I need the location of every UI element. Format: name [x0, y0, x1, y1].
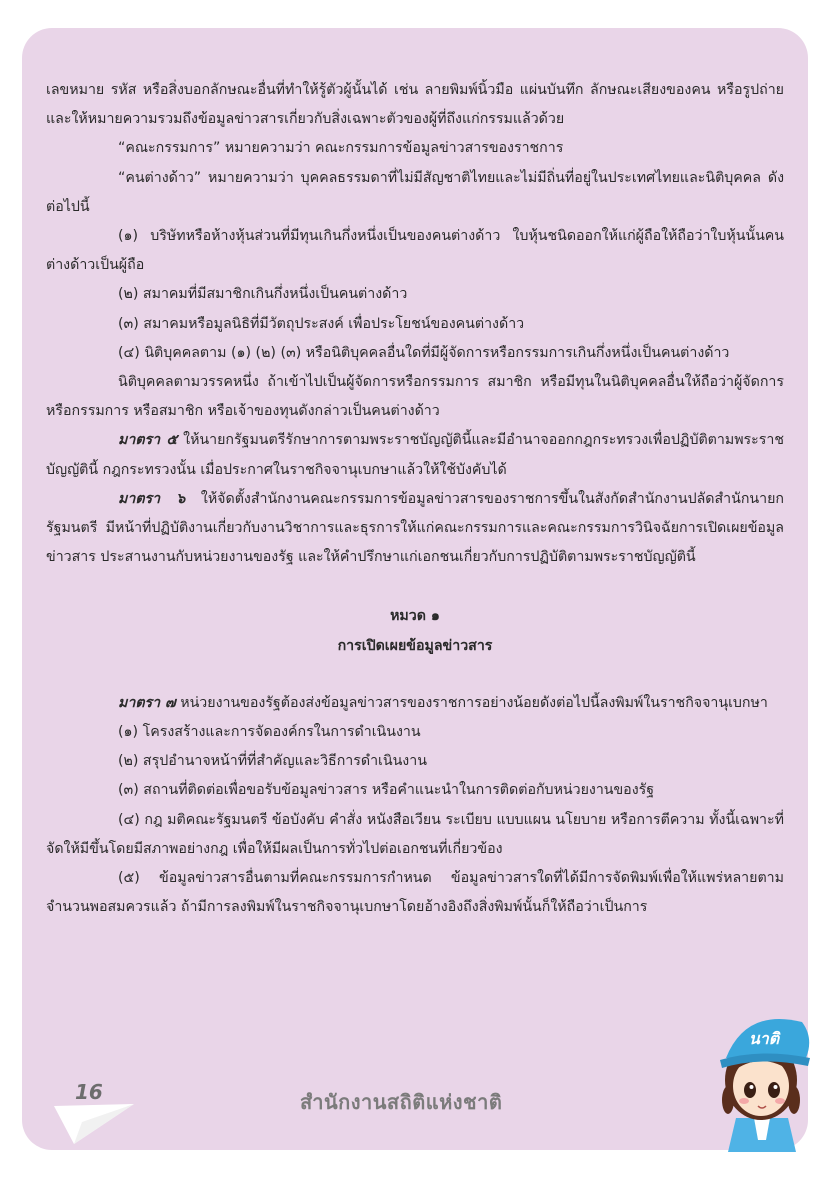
section-6-label: มาตรา ๖ [118, 490, 186, 507]
section-7-text: หน่วยงานของรัฐต้องส่งข้อมูลข่าวสารของราชการอย่างน้อยดังต่อไปนี้ลงพิมพ์ในราชกิจจานุเบกษา [175, 694, 768, 711]
section-7-item-3: (๓) สถานที่ติดต่อเพื่อขอรับข้อมูลข่าวสาร หรือคำแนะนำในการติดต่อกับหน่วยงานของรัฐ [118, 782, 655, 799]
chapter-title: การเปิดเผยข้อมูลข่าวสาร [337, 637, 493, 654]
definition-alien: “คนต่างด้าว” หมายความว่า บุคคลธรรมดาที่ไม่มีสัญชาติไทยและไม่มีถิ่นที่อยู่ในประเทศไทยและนิติบุคคล ดังต่อไปนี้ [46, 169, 784, 215]
section-7-item-2: (๒) สรุปอำนาจหน้าที่ที่สำคัญและวิธีการดำเนินงาน [118, 753, 427, 770]
section-5-label: มาตรา ๕ [118, 432, 178, 449]
section-5 [46, 426, 784, 484]
juristic-person-paragraph: นิติบุคคลตามวรรคหนึ่ง ถ้าเข้าไปเป็นผู้จัดการหรือกรรมการ สมาชิก หรือมีทุนในนิติบุคคลอื่นให้ถือว่าผู้จัดการหรือกรรมการ หรือสมาชิก หรือเจ้าของทุนดังกล่าวเป็นคนต่างด้าว [46, 374, 784, 420]
alien-item-1: (๑) บริษัทหรือห้างหุ้นส่วนที่มีทุนเกินกึ่งหนึ่งเป็นของคนต่างด้าว ใบหุ้นชนิดออกให้แก่ผู้ถือให้ถือว่าใบหุ้นนั้นคนต่างด้าวเป็นผู้ถือ [46, 228, 784, 274]
section-6 [46, 485, 784, 573]
section-7-label: มาตรา ๗ [118, 694, 176, 711]
footer-title: สำนักงานสถิติแห่งชาติ [300, 1090, 503, 1114]
page-number: 16 [75, 1080, 103, 1104]
mascot-cap-text: นาติ [748, 1029, 780, 1048]
section-7 [46, 689, 784, 718]
chapter-number: หมวด ๑ [390, 608, 440, 625]
paragraph-continuation: เลขหมาย รหัส หรือสิ่งบอกลักษณะอื่นที่ทำให้รู้ตัวผู้นั้นได้ เช่น ลายพิมพ์นิ้วมือ แผ่นบันทึก ลักษณะเสียงของคน หรือรูปถ่าย และให้หมายความรวมถึงข้อมูลข่าวสารเกี่ยวกับสิ่งเฉพาะตัวของผู้ที่ถึงแก่กรรมแล้วด้วย [46, 82, 784, 128]
alien-item-3: (๓) สมาคมหรือมูลนิธิที่มีวัตถุประสงค์ เพื่อประโยชน์ของคนต่างด้าว [118, 315, 525, 332]
alien-item-2: (๒) สมาคมที่มีสมาชิกเกินกึ่งหนึ่งเป็นคนต่างด้าว [118, 286, 408, 303]
section-5-text: ให้นายกรัฐมนตรีรักษาการตามพระราชบัญญัตินี้และมีอำนาจออกกฎกระทรวงเพื่อปฏิบัติตามพระราชบัญญัตินี้ กฎกระทรวงนั้น เมื่อประกาศในราชกิจจานุเบกษาแล้วให้ใช้บังคับได้ [46, 432, 784, 478]
mascot-illustration [706, 1000, 816, 1152]
document-body [46, 76, 784, 922]
section-7-item-5: (๕) ข้อมูลข่าวสารอื่นตามที่คณะกรรมการกำหนด ข้อมูลข่าวสารใดที่ได้มีการจัดพิมพ์เพื่อให้แพร่หลายตามจำนวนพอสมควรแล้ว ถ้ามีการลงพิมพ์ในราชกิจจานุเบกษาโดยอ้างอิงถึงสิ่งพิมพ์นั้นก็ให้ถือว่าเป็นการ [46, 870, 784, 916]
alien-item-4: (๔) นิติบุคคลตาม (๑) (๒) (๓) หรือนิติบุคคลอื่นใดที่มีผู้จัดการหรือกรรมการเกินกึ่งหนึ่งเป็นคนต่างด้าว [118, 344, 730, 361]
section-7-item-1: (๑) โครงสร้างและการจัดองค์กรในการดำเนินงาน [118, 724, 421, 741]
section-6-text: ให้จัดตั้งสำนักงานคณะกรรมการข้อมูลข่าวสารของราชการขึ้นในสังกัดสำนักงานปลัดสำนักนายกรัฐมนตรี มีหน้าที่ปฏิบัติงานเกี่ยวกับงานวิชาการและธุรการให้แก่คณะกรรมการและคณะกรรมการวินิจฉัยการเปิดเผยข้อมูลข่าวสาร ประสานงานกับหน่วยงานของรัฐ และให้คำปรึกษาแก่เอกชนเกี่ยวกับการปฏิบัติตามพระราชบัญญัตินี้ [46, 490, 784, 566]
section-7-item-4: (๔) กฎ มติคณะรัฐมนตรี ข้อบังคับ คำสั่ง หนังสือเวียน ระเบียบ แบบแผน นโยบาย หรือการตีความ ทั้งนี้เฉพาะที่จัดให้มีขึ้นโดยมีสภาพอย่างกฎ เพื่อให้มีผลเป็นการทั่วไปต่อเอกชนที่เกี่ยวข้อง [46, 811, 784, 857]
definition-committee: “คณะกรรมการ” หมายความว่า คณะกรรมการข้อมูลข่าวสารของราชการ [118, 140, 564, 157]
